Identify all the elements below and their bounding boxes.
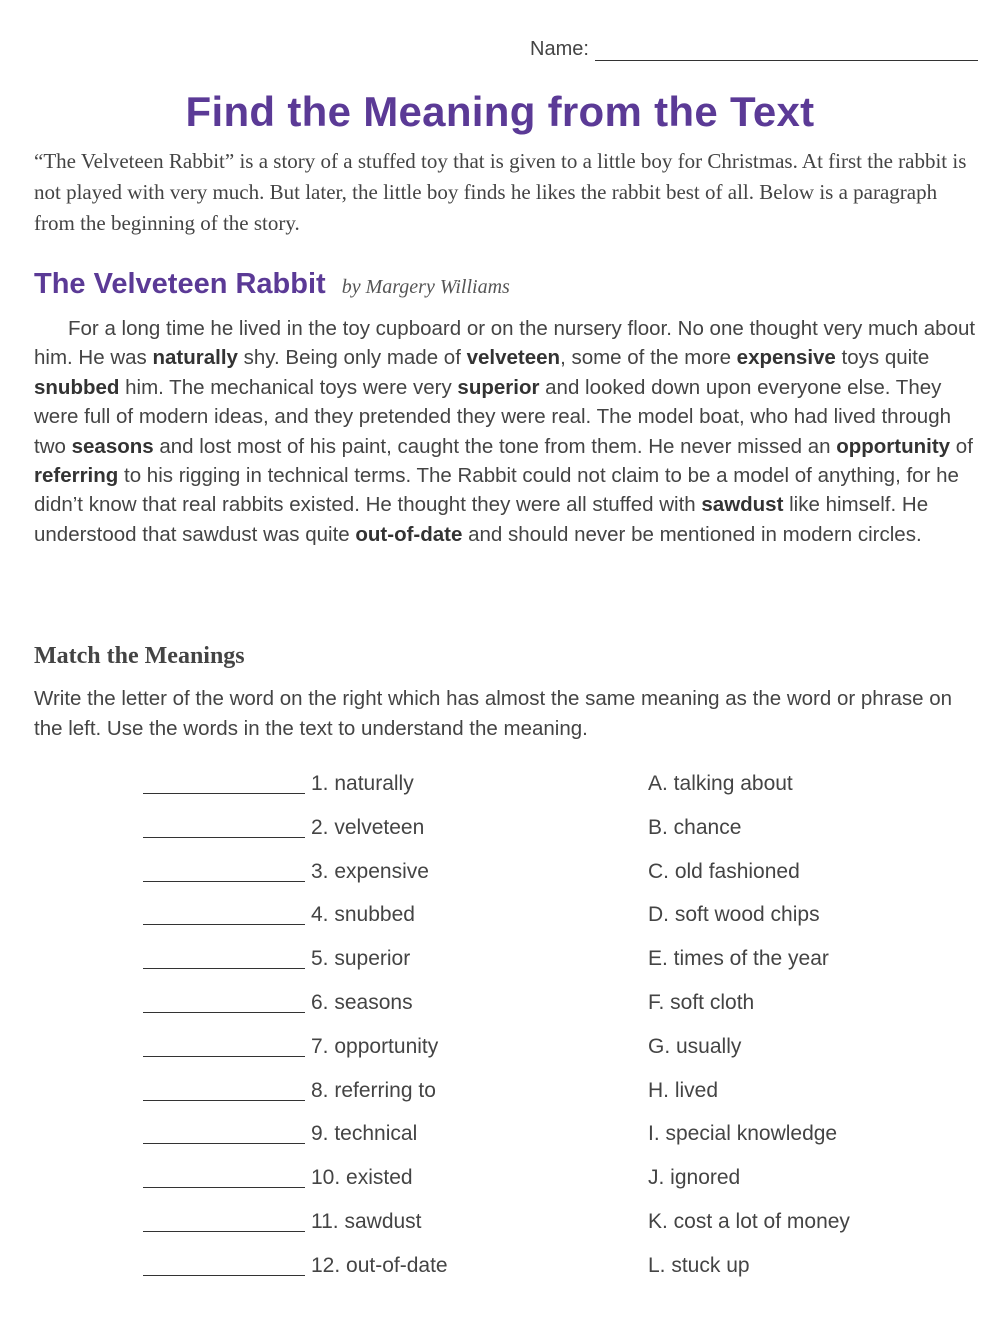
story-title: The Velveteen Rabbit [34, 268, 326, 300]
meaning-option: F. soft cloth [648, 991, 755, 1014]
meaning-option: E. times of the year [648, 947, 829, 971]
match-row [0, 1116, 1000, 1160]
vocab-item: 5. superior [311, 947, 411, 971]
vocab-item: 3. expensive [311, 859, 429, 883]
vocab-item: 2. velveteen [311, 815, 425, 839]
answer-blank[interactable] [143, 1012, 305, 1013]
vocab-item: 11. sawdust [311, 1210, 422, 1233]
answer-blank[interactable] [143, 968, 305, 969]
vocab-item: 4. snubbed [311, 903, 415, 927]
name-field [530, 38, 978, 61]
answer-blank[interactable] [143, 881, 305, 882]
meaning-option: C. old fashioned [648, 859, 800, 883]
match-row [0, 941, 1000, 985]
vocab-word: seasons [71, 434, 154, 458]
vocab-word: sawdust [701, 493, 784, 517]
answer-blank[interactable] [143, 924, 305, 925]
meaning-option: J. ignored [648, 1166, 741, 1190]
match-row [0, 1073, 1000, 1117]
story-text: like himself. He understood that sawdust was quite [34, 493, 929, 546]
meaning-option: A. talking about [648, 772, 793, 795]
meaning-option: B. chance [648, 815, 742, 839]
vocab-word: referring [34, 464, 119, 488]
meaning-option: L. stuck up [648, 1253, 750, 1277]
match-instructions: Write the letter of the word on the right which has almost the same meaning as the word or phrase on the left. Use the words in the text to understand the meaning. [34, 687, 953, 740]
match-row [0, 1029, 1000, 1073]
match-row [0, 897, 1000, 941]
page-title: Find the Meaning from the Text [185, 88, 815, 135]
match-row [0, 1160, 1000, 1204]
answer-blank[interactable] [143, 1100, 305, 1101]
vocab-word: opportunity [836, 434, 951, 458]
answer-blank[interactable] [143, 837, 305, 838]
story-text: and looked down upon everyone else. They were full of modern ideas, and they pretended they were real. The model boat, who had lived through two [34, 375, 951, 458]
meaning-option: I. special knowledge [648, 1122, 838, 1146]
story-text: and should never be mentioned in modern circles. [462, 522, 922, 546]
story-text: toys quite [835, 346, 930, 370]
vocab-item: 9. technical [311, 1122, 418, 1146]
answer-blank[interactable] [143, 793, 305, 794]
answer-blank[interactable] [143, 1187, 305, 1188]
story-text: , some of the more [560, 346, 737, 370]
vocab-word: naturally [152, 346, 238, 370]
story-text: and lost most of his paint, caught the tone from them. He never missed an [153, 434, 837, 458]
answer-blank[interactable] [143, 1056, 305, 1057]
story-heading [34, 268, 510, 301]
vocab-item: 6. seasons [311, 991, 413, 1014]
meaning-option: K. cost a lot of money [648, 1210, 850, 1233]
story-text: to his rigging in technical terms. The Rabbit could not claim to be a model of anything, for he didn’t know that real rabbits existed. He thought they were all stuffed with [34, 464, 959, 517]
answer-blank[interactable] [143, 1143, 305, 1144]
meaning-option: D. soft wood chips [648, 903, 820, 927]
vocab-word: snubbed [34, 375, 120, 399]
meaning-option: G. usually [648, 1034, 742, 1058]
vocab-item: 8. referring to [311, 1078, 436, 1102]
vocab-word: velveteen [466, 346, 561, 370]
story-text: him. The mechanical toys were very [119, 375, 458, 399]
vocab-item: 7. opportunity [311, 1034, 439, 1058]
vocab-word: out-of-date [355, 522, 463, 546]
story-text: shy. Being only made of [237, 346, 467, 370]
vocab-item: 1. naturally [311, 772, 414, 795]
intro-paragraph: “The Velveteen Rabbit” is a story of a stuffed toy that is given to a little boy for Christmas. At first the rabbit is not played with very much. But later, the little boy finds he likes the rabbit best of all. Below is a paragraph from the beginning of the story. [34, 149, 967, 235]
vocab-word: expensive [736, 346, 836, 370]
match-row [0, 854, 1000, 898]
match-row [0, 985, 1000, 1029]
match-heading: Match the Meanings [34, 643, 245, 669]
meaning-option: H. lived [648, 1078, 719, 1102]
match-row [0, 810, 1000, 854]
vocab-item: 10. existed [311, 1166, 413, 1190]
name-blank-line[interactable] [595, 38, 978, 61]
match-row [0, 766, 1000, 810]
story-author: by Margery Williams [341, 276, 510, 298]
story-text: For a long time he lived in the toy cupboard or on the nursery floor. No one thought very much about him. He was [34, 317, 976, 370]
vocab-item: 12. out-of-date [311, 1253, 448, 1277]
story-paragraph [34, 314, 979, 549]
answer-blank[interactable] [143, 1231, 305, 1232]
story-text: of [950, 434, 973, 458]
answer-blank[interactable] [143, 1275, 305, 1276]
vocab-word: superior [457, 375, 540, 399]
name-label: Name: [530, 38, 589, 60]
match-row [0, 1248, 1000, 1292]
match-row [0, 1204, 1000, 1248]
